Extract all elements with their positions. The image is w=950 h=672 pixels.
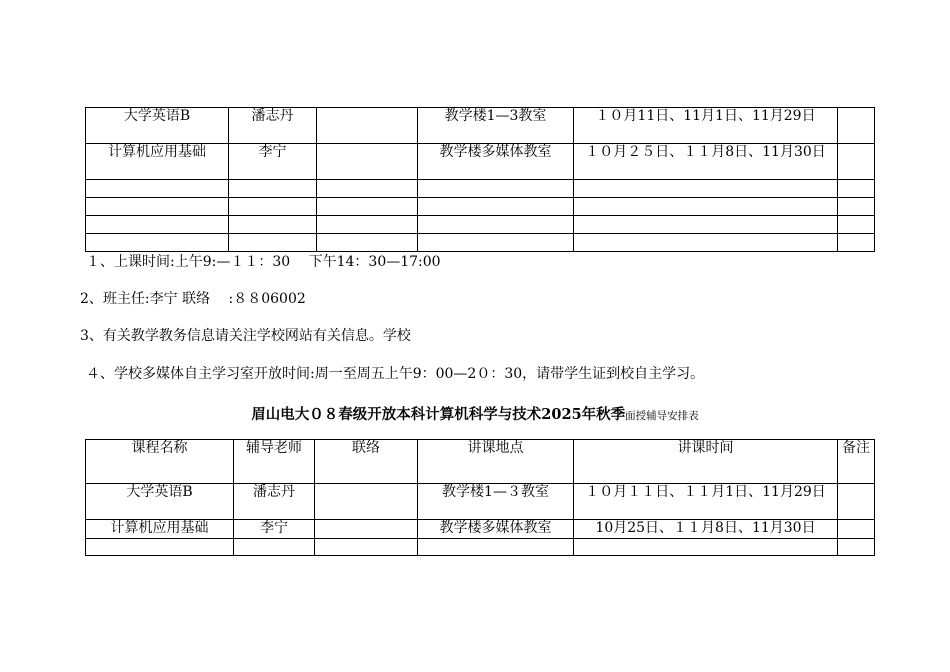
remark-cell xyxy=(838,144,875,180)
empty-cell xyxy=(229,216,317,234)
empty-cell xyxy=(315,539,418,556)
empty-cell xyxy=(574,216,838,234)
header-teacher: 辅导老师 xyxy=(234,440,315,484)
title-suffix: 面授辅导安排表 xyxy=(625,410,699,422)
empty-cell xyxy=(229,234,317,252)
header-remark: 备注 xyxy=(838,440,875,484)
course-name-cell: 计算机应用基础 xyxy=(86,520,234,539)
empty-cell xyxy=(317,234,418,252)
remark-cell xyxy=(838,108,875,144)
page-title xyxy=(0,403,950,424)
table-row xyxy=(86,198,875,216)
empty-cell xyxy=(86,216,229,234)
time-cell: １０月２５日、１１月8日、11月30日 xyxy=(574,144,838,180)
table-row xyxy=(86,539,875,556)
table-row xyxy=(86,216,875,234)
empty-cell xyxy=(574,198,838,216)
empty-cell xyxy=(86,539,234,556)
location-cell: 教学楼多媒体教室 xyxy=(418,144,574,180)
empty-cell xyxy=(838,539,875,556)
note-head-teacher: 2、班主任:李宁 联络 :８８06002 xyxy=(80,291,306,307)
empty-cell xyxy=(418,234,574,252)
empty-cell xyxy=(838,216,875,234)
course-name-cell: 大学英语B xyxy=(86,108,229,144)
contact-cell xyxy=(315,484,418,520)
remark-cell xyxy=(838,520,875,539)
table-row xyxy=(86,144,875,180)
teacher-cell: 潘志丹 xyxy=(234,484,315,520)
empty-cell xyxy=(838,234,875,252)
note-study-room: ４、学校多媒体自主学习室开放时间:周一至周五上午9：00—2０：30，请带学生证到校自主学习。 xyxy=(86,366,705,382)
course-name-cell: 计算机应用基础 xyxy=(86,144,229,180)
table-row xyxy=(86,520,875,539)
remark-cell xyxy=(838,484,875,520)
title-main: 眉山电大０８春级开放本科计算机科学与技术2025年秋季 xyxy=(251,406,626,423)
time-cell: １０月11日、11月1日、11月29日 xyxy=(574,108,838,144)
empty-cell xyxy=(234,539,315,556)
empty-cell xyxy=(86,180,229,198)
schedule-table-bottom xyxy=(85,439,875,556)
schedule-table-top xyxy=(85,107,875,252)
table-row xyxy=(86,108,875,144)
table-row xyxy=(86,484,875,520)
location-cell: 教学楼1—３教室 xyxy=(418,484,574,520)
location-cell: 教学楼1—3教室 xyxy=(418,108,574,144)
empty-cell xyxy=(418,198,574,216)
contact-cell xyxy=(317,108,418,144)
empty-cell xyxy=(229,198,317,216)
empty-cell xyxy=(574,234,838,252)
time-cell: １０月１１日、１１月1日、11月29日 xyxy=(574,484,838,520)
header-time: 讲课时间 xyxy=(574,440,838,484)
time-cell: 10月25日、１１月8日、11月30日 xyxy=(574,520,838,539)
empty-cell xyxy=(418,539,574,556)
table-row xyxy=(86,180,875,198)
empty-cell xyxy=(229,180,317,198)
header-location: 讲课地点 xyxy=(418,440,574,484)
empty-cell xyxy=(838,198,875,216)
empty-cell xyxy=(838,180,875,198)
empty-cell xyxy=(574,539,838,556)
note-class-time: １、上课时间:上午9:—１１：30 下午14：30—17:00 xyxy=(86,254,441,270)
empty-cell xyxy=(86,234,229,252)
course-name-cell: 大学英语B xyxy=(86,484,234,520)
contact-cell xyxy=(317,144,418,180)
empty-cell xyxy=(418,180,574,198)
teacher-cell: 李宁 xyxy=(234,520,315,539)
empty-cell xyxy=(317,180,418,198)
empty-cell xyxy=(574,180,838,198)
empty-cell xyxy=(317,216,418,234)
header-row xyxy=(86,440,875,484)
teacher-cell: 李宁 xyxy=(229,144,317,180)
contact-cell xyxy=(315,520,418,539)
table-row xyxy=(86,234,875,252)
header-course-name: 课程名称 xyxy=(86,440,234,484)
empty-cell xyxy=(86,198,229,216)
location-cell: 教学楼多媒体教室 xyxy=(418,520,574,539)
empty-cell xyxy=(418,216,574,234)
note-info: 3、有关教学教务信息请关注学校网站有关信息。学校 xyxy=(80,328,411,344)
header-contact: 联络 xyxy=(315,440,418,484)
teacher-cell: 潘志丹 xyxy=(229,108,317,144)
empty-cell xyxy=(317,198,418,216)
